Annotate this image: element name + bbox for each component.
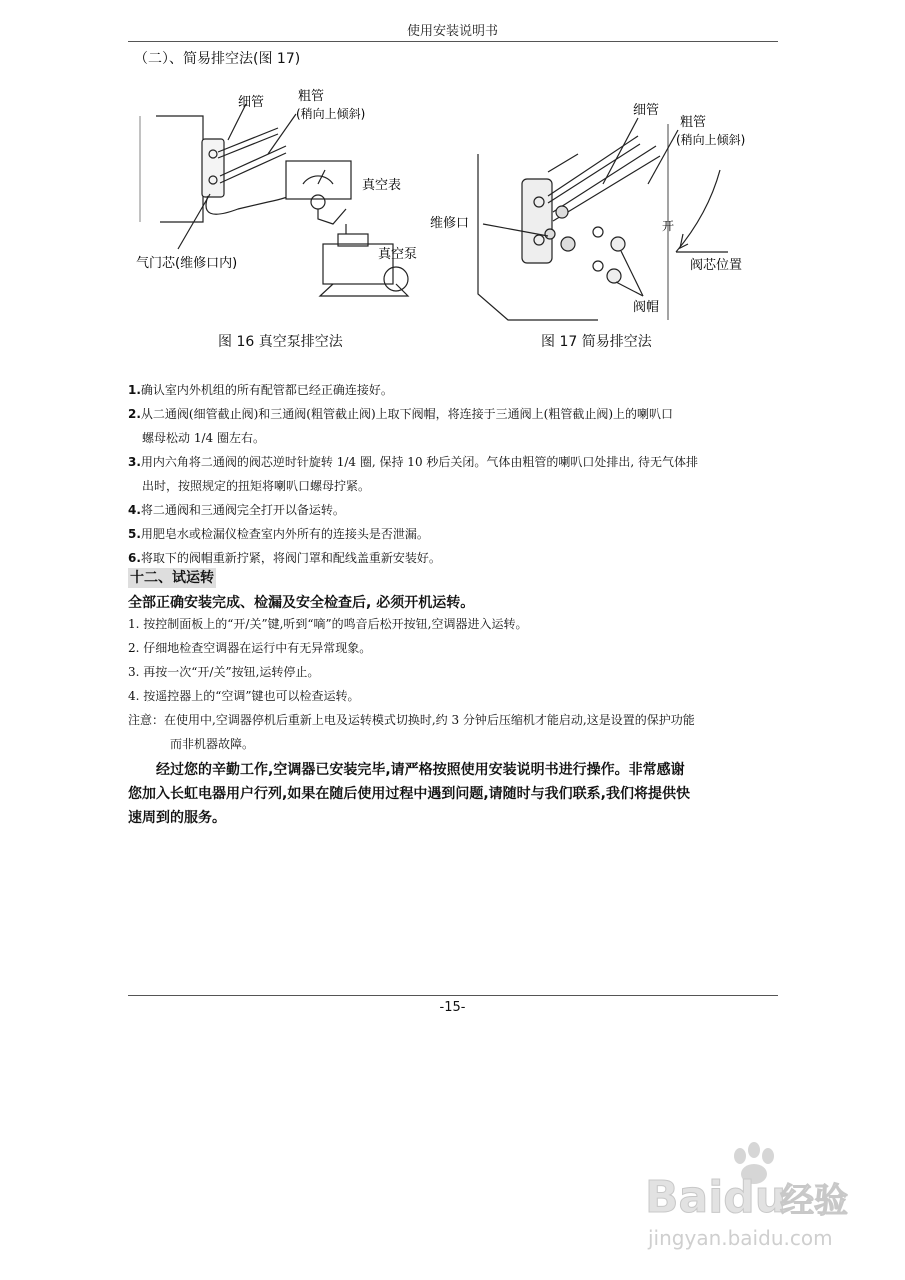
fig17-label-valve-position: 阀芯位置 <box>690 258 743 273</box>
watermark-brand: Baidu <box>645 1172 787 1223</box>
trial-run-item-1: 1. 按控制面板上的“开/关”键,听到“嘀”的鸣音后松开按钮,空调器进入运转。 <box>128 617 528 631</box>
fig17-label-thin-pipe: 细管 <box>633 103 660 118</box>
figure-16-caption: 图 16 真空泵排空法 <box>218 334 343 350</box>
section-title: （二）、简易排空法(图 17) <box>134 51 301 67</box>
watermark-sub-brand: 经验 <box>780 1181 848 1221</box>
fig17-label-slope: (稍向上倾斜) <box>676 133 746 147</box>
step-2: 2.从二通阀(细管截止阀)和三通阀(粗管截止阀)上取下阀帽，将连接于三通阀上(粗管截止阀)上的喇叭口 <box>128 407 674 421</box>
step-4: 4.将二通阀和三通阀完全打开以备运转。 <box>128 503 345 517</box>
step-1: 1.确认室内外机组的所有配管都已经正确连接好。 <box>128 383 393 397</box>
closing-line-3: 速周到的服务。 <box>128 810 226 826</box>
trial-run-note-continued: 而非机器故障。 <box>170 737 255 751</box>
trial-run-item-3: 3. 再按一次“开/关”按钮,运转停止。 <box>128 665 320 679</box>
closing-line-2: 您加入长虹电器用户行列,如果在随后使用过程中遇到问题,请随时与我们联系,我们将提供快 <box>128 786 690 802</box>
trial-run-note: 注意：在使用中,空调器停机后重新上电及运转模式切换时,约 3 分钟后压缩机才能启动,这是设置的保护功能 <box>128 713 695 727</box>
step-5: 5.用肥皂水或检漏仪检查室内外所有的连接头是否泄漏。 <box>128 527 429 541</box>
step-3: 3.用内六角将二通阀的阀芯逆时针旋转 1/4 圈, 保持 10 秒后关闭。气体由粗管的喇叭口处排出, 待无气体排 <box>128 455 699 469</box>
watermark-url: jingyan.baidu.com <box>648 1226 833 1250</box>
fig16-label-valve-core: 气门芯(维修口内) <box>136 256 238 271</box>
baidu-watermark <box>640 1140 865 1265</box>
trial-run-item-2: 2. 仔细地检查空调器在运行中有无异常现象。 <box>128 641 372 655</box>
trial-run-heading: 十二、试运转 <box>130 570 214 586</box>
fig16-label-slope: (稍向上倾斜) <box>296 107 366 121</box>
trial-run-subtitle: 全部正确安装完成、检漏及安全检查后, 必须开机运转。 <box>128 595 475 611</box>
fig16-label-thin-pipe: 细管 <box>238 95 265 110</box>
trial-run-list <box>128 612 788 756</box>
fig17-label-open: 开 <box>662 219 675 233</box>
fig17-label-cap: 阀帽 <box>633 300 660 315</box>
figure-illustrations <box>128 84 778 329</box>
header-rule <box>128 41 778 42</box>
fig17-label-thick-pipe: 粗管 <box>680 115 707 130</box>
closing-paragraph <box>128 758 788 830</box>
closing-line-1: 经过您的辛勤工作,空调器已安装完毕,请严格按照使用安装说明书进行操作。非常感谢 <box>156 762 685 778</box>
trial-run-item-4: 4. 按遥控器上的“空调”键也可以检查运转。 <box>128 689 360 703</box>
footer-rule <box>128 995 778 996</box>
fig16-label-thick-pipe: 粗管 <box>298 89 325 104</box>
step-2-continued: 螺母松动 1/4 圈左右。 <box>142 431 265 445</box>
fig16-label-pump: 真空泵 <box>378 247 418 262</box>
fig16-label-gauge: 真空表 <box>362 178 402 193</box>
exhaust-steps-list <box>128 378 778 570</box>
document-header-title: 使用安装说明书 <box>406 24 498 39</box>
figure-17-diagram <box>478 118 728 320</box>
fig17-label-service-port: 维修口 <box>430 216 470 231</box>
step-6: 6.将取下的阀帽重新拧紧，将阀门罩和配线盖重新安装好。 <box>128 551 441 565</box>
figure-17-caption: 图 17 简易排空法 <box>541 334 652 350</box>
page-number: -15- <box>439 1000 466 1015</box>
step-3-continued: 出时，按照规定的扭矩将喇叭口螺母拧紧。 <box>142 479 371 493</box>
